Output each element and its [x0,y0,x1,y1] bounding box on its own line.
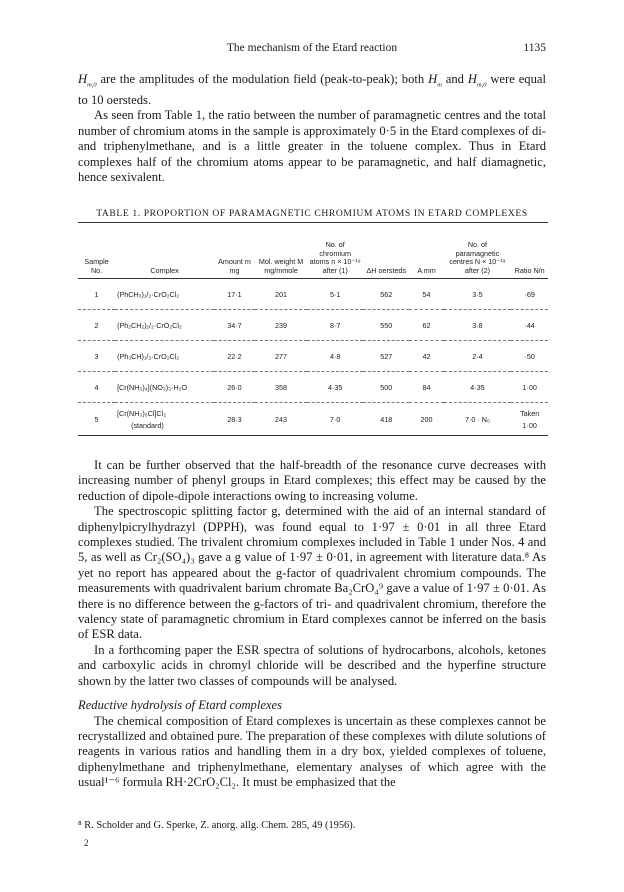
table-header-row [78,223,548,279]
cell-amount: 17·1 [214,279,255,310]
cell-delta-h: 500 [363,372,409,403]
text-fragment: were equal to 10 oersteds. [78,72,546,107]
cell-sample-no: 5 [78,403,115,436]
column-header: Mol. weight M mg/mmole [255,223,307,279]
ratio-note: 1·00 [522,420,537,430]
symbol-h-subscript: m,0 [476,81,487,89]
column-header: Sample No. [78,223,115,279]
cell-mol-weight: 358 [255,372,307,403]
cell-chromium-atoms: 7·0 [307,403,363,436]
paragraph-forthcoming: In a forthcoming paper the ESR spectra of solutions of hydrocarbons, alcohols, ketones and carboxylic acids in chromyl chloride will be described and the hyperfine structure shown by the latter two classes of compounds will be analysed. [78,642,546,688]
cell-a: 84 [409,372,443,403]
cell-a: 200 [409,403,443,436]
cell-ratio [511,403,548,436]
table-1 [78,222,548,436]
complex-note: (standard) [131,420,164,430]
column-header: Amount m mg [214,223,255,279]
table-row [78,341,548,372]
cell-ratio: 1·00 [511,372,548,403]
text-fragment: and [441,72,468,86]
cell-mol-weight: 243 [255,403,307,436]
paragraph-composition: The chemical composition of Etard complexes is uncertain as these complexes cannot be recrystallized and obtained pure. The preparation of these complexes with dilute solutions of reagents in various ratios and handling them in a dry box, yielded complexes of toluene, diphenylmethane and triphenylmethane, elementary analyses of which agree with the usual¹⁻⁶ formula RH·2CrO₂Cl₂. It must be emphasized that the [78,713,546,790]
symbol-h-subscript: m,0 [87,81,97,89]
ratio-value: Taken [520,408,540,418]
cell-ratio: ·44 [511,310,548,341]
symbol-h: H [78,72,88,86]
cell-mol-weight: 239 [255,310,307,341]
cell-complex: (Ph₂CH₂)₁/₂·CrO₂Cl₂ [115,310,214,341]
cell-mol-weight: 277 [255,341,307,372]
column-header: ΔH oersteds [363,223,409,279]
symbol-h-subscript: m [437,81,442,89]
cell-sample-no: 3 [78,341,115,372]
table-row [78,279,548,310]
cell-sample-no: 2 [78,310,115,341]
symbol-h: H [467,72,477,86]
symbol-h: H [428,72,438,86]
cell-complex [115,403,214,436]
cell-paramagnetic-centres: 4·35 [444,372,512,403]
cell-chromium-atoms: 5·1 [307,279,363,310]
running-header [0,42,624,58]
table-row [78,372,548,403]
page-number: 1135 [523,42,546,54]
intro-text [78,72,546,185]
column-header: No. of chromium atoms n × 10⁻¹⁹ after (1) [307,223,363,279]
cell-delta-h: 527 [363,341,409,372]
cell-a: 54 [409,279,443,310]
cell-chromium-atoms: 4·8 [307,341,363,372]
running-title: The mechanism of the Etard reaction [226,42,398,54]
cell-delta-h: 418 [363,403,409,436]
column-header: No. of paramagnetic centres N × 10⁻¹⁹ after (2) [444,223,512,279]
cell-a: 62 [409,310,443,341]
paragraph-ratio: As seen from Table 1, the ratio between the number of paramagnetic centres and the total number of chromium atoms in the sample is approximately 0·5 in the Etard complexes of di- and triphenylmethane, and is a little greater in the toluene complex. Thus in Etard complexes half of the chromium atoms appear to be paramagnetic, and half diamagnetic, hence sexivalent. [78,108,546,184]
cell-sample-no: 4 [78,372,115,403]
cell-complex: [Cr(NH₃)₄](NO₃)₃·H₂O [115,372,214,403]
table-row [78,310,548,341]
section-heading: Reductive hydrolysis of Etard complexes [78,698,283,713]
cell-amount: 26·0 [214,372,255,403]
paragraph-amplitudes [78,72,546,108]
cell-mol-weight: 201 [255,279,307,310]
cell-paramagnetic-centres: 3·8 [444,310,512,341]
cell-complex: (Ph₃CH)₁/₂·CrO₂Cl₂ [115,341,214,372]
cell-chromium-atoms: 8·7 [307,310,363,341]
cell-a: 42 [409,341,443,372]
cell-delta-h: 550 [363,310,409,341]
cell-ratio: ·50 [511,341,548,372]
cell-paramagnetic-centres: 3·5 [444,279,512,310]
cell-amount: 34·7 [214,310,255,341]
cell-amount: 28·3 [214,403,255,436]
table-caption: TABLE 1. PROPORTION OF PARAMAGNETIC CHROMIUM ATOMS IN ETARD COMPLEXES [96,208,528,219]
cell-paramagnetic-centres: 7·0 · N₀ [444,403,512,436]
column-header: A mm [409,223,443,279]
cell-complex: (PhCH₃)₁/₂·CrO₂Cl₂ [115,279,214,310]
sheet-mark: 2 [84,838,89,848]
table-row [78,403,548,436]
footnote: ⁸ R. Scholder and G. Sperke, Z. anorg. allg. Chem. 285, 49 (1956). [78,820,356,831]
cell-delta-h: 562 [363,279,409,310]
text-fragment: are the amplitudes of the modulation field (peak-to-peak); both [96,72,429,86]
paragraph-g-factor: The spectroscopic splitting factor g, determined with the aid of an internal standard of diphenylpicrylhydrazyl (DPPH), was found equal to 1·97 ± 0·01 in all three Etard complexes studied. The trivalent chromium complexes included in Table 1 under Nos. 4 and 5, as well as Cr₂(SO₄)₃ gave a g value of 1·97 ± 0·01, in agreement with literature data.⁸ As yet no report has appeared about the g-factor of quadrivalent chromium compounds. The measurements with quadrivalent barium chromate Ba₂CrO₄⁹ gave a value of 1·97 ± 0·01. As there is no difference between the g-factors of tri- and quadrivalent chromium, therefore the valency state of paramagnetic chromium in Etard complexes cannot be inferred on the basis of ESR data. [78,504,546,642]
main-text [78,458,546,791]
column-header: Complex [115,223,214,279]
cell-sample-no: 1 [78,279,115,310]
column-header: Ratio N/n [511,223,548,279]
cell-chromium-atoms: 4·35 [307,372,363,403]
paragraph-half-breadth: It can be further observed that the half-breadth of the resonance curve decreases with increasing number of phenyl groups in Etard complexes; this effect may be caused by the reduction of dipole-dipole interactions owing to increasing volume. [78,458,546,503]
cell-ratio: ·69 [511,279,548,310]
complex-formula: [Cr(NH₃)₅Cl]Cl₂ [117,408,166,418]
cell-paramagnetic-centres: 2·4 [444,341,512,372]
cell-amount: 22·2 [214,341,255,372]
